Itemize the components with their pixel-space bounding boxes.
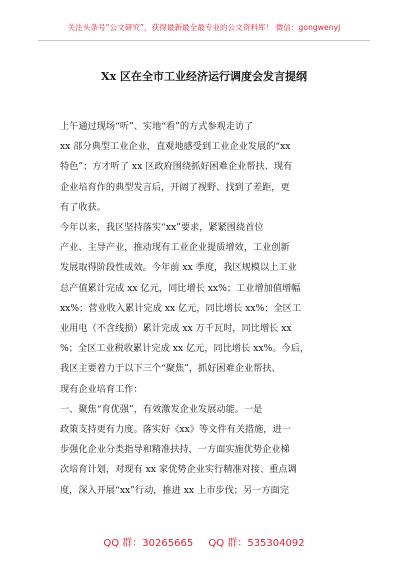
body-line: 业用电（不含线损）累计完成 xx 万千瓦时，同比增长 xx (60, 323, 292, 335)
body-line: 有了收获。 (60, 201, 106, 213)
body-line: 今年以来，我区坚持落实“xx”要求，紧紧围绕首位 (60, 222, 264, 234)
body-line: 产业、主导产业，推动现有工业企业提质增效，工业创新 (60, 242, 290, 254)
body-line: xx 部分典型工业企业，直观地感受到工业企业发展的“xx (60, 141, 291, 153)
document-body (60, 117, 352, 501)
body-line: 发展取得阶段性成效。今年前 xx 季度，我区规模以上工业 (60, 262, 297, 274)
header-divider (38, 40, 370, 41)
body-line: 企业培育作的典型发言后，开阔了视野、找到了差距，更 (60, 181, 290, 193)
footer-qq-group-1: QQ 群：30265665 (103, 538, 194, 549)
body-line: 我区主要着力于以下三个“聚焦”，抓好困难企业帮扶、 (60, 363, 281, 375)
body-line: 步强化企业分类指导和精准扶持，一方面实施优势企业梯 (60, 444, 290, 456)
body-line: 特色”；方才听了 xx 区政府围绕抓好困难企业帮扶、现有 (60, 161, 293, 173)
document-title: Xx 区在全市工业经济运行调度会发言提纲 (101, 70, 307, 83)
footer-qq-group-2: QQ 群：535304092 (208, 538, 305, 549)
footer (0, 534, 408, 549)
body-line: %；全区工业税收累计完成 xx 亿元，同比增长 xx%。今后， (60, 343, 310, 355)
body-line: 一、聚焦“育优强”，有效激发企业发展动能。一是 (60, 403, 263, 415)
body-line: 总产值累计完成 xx 亿元，同比增长 xx%；工业增加值增幅 (60, 282, 301, 294)
body-line: 现有企业培育工作： (60, 383, 143, 395)
body-line: xx%；营业收入累计完成 xx 亿元，同比增长 xx%；全区工 (60, 302, 302, 314)
body-line: 政策支持更有力度。落实好《xx》等文件有关措施，进一 (60, 424, 291, 436)
body-line: 上午通过现场“听”、实地“看”的方式参观走访了 (60, 121, 254, 132)
header-banner: 关注头条号“公文研究”，获得最新最全最专业的公文资料库！ 微信：gongwenyj (67, 23, 341, 32)
body-line: 次培育计划，对现有 xx 家优势企业实行精准对接、重点调 (60, 464, 297, 476)
body-line: 度，深入开展“xx”行动，推进 xx 上市步伐；另一方面完 (60, 484, 289, 496)
